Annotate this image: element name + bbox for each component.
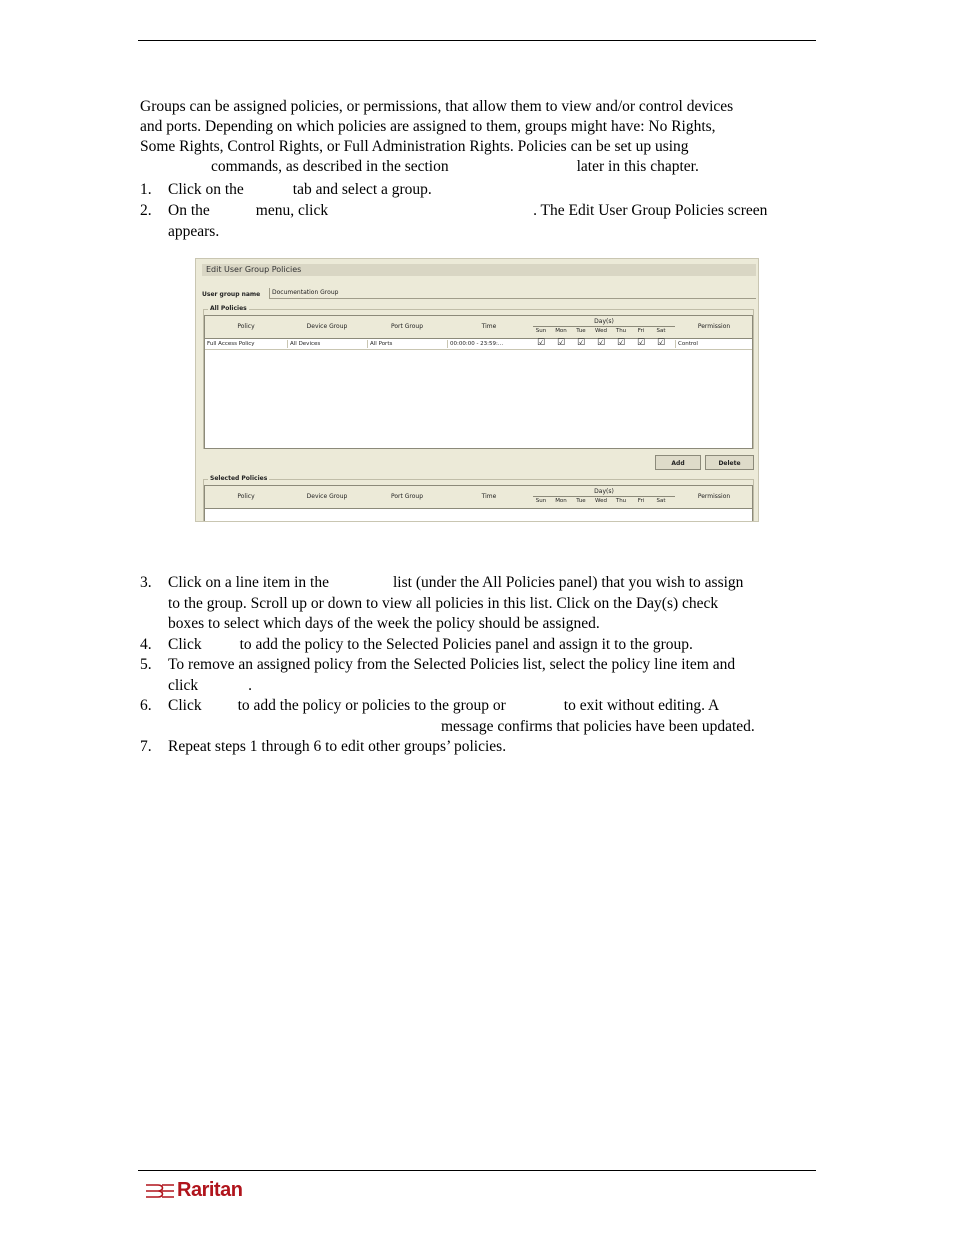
intro-line-4	[140, 157, 813, 177]
col-port-group[interactable]: Port Group	[390, 323, 424, 330]
col-time[interactable]: Time	[481, 493, 497, 500]
step-number: 2.	[140, 202, 152, 219]
step-1-text-b: tab and select a group.	[292, 181, 432, 198]
all-policies-legend: All Policies	[210, 305, 247, 312]
step-3-text-d: boxes to select which days of the week the policy should be assigned.	[168, 615, 600, 632]
step-5-text-c: .	[248, 676, 252, 694]
day-thu: Thu	[615, 498, 627, 504]
intro-line-4b: later in this chapter.	[576, 158, 699, 175]
raritan-logo-text: Raritan	[177, 1179, 243, 1201]
checkbox-sat[interactable]: ☑	[656, 338, 666, 348]
step-4-text-b: to add the policy to the Selected Policies panel and assign it to the group.	[239, 636, 693, 653]
day-fri: Fri	[637, 328, 645, 334]
step-1-text-a: Click on the	[168, 181, 244, 198]
delete-button[interactable]: Delete	[705, 455, 754, 470]
day-sun: Sun	[535, 328, 547, 334]
intro-paragraph	[140, 97, 813, 177]
table-header	[205, 486, 752, 509]
checkbox-sun[interactable]: ☑	[536, 338, 546, 348]
step-number: 5.	[140, 656, 152, 673]
checkbox-tue[interactable]: ☑	[576, 338, 586, 348]
day-fri: Fri	[637, 498, 645, 504]
step-1	[140, 180, 813, 201]
step-3-text-b: list (under the All Policies panel) that you wish to assign	[393, 574, 744, 591]
day-sat: Sat	[656, 498, 666, 504]
step-number: 4.	[140, 636, 152, 653]
step-6-text-a: Click	[168, 697, 202, 714]
day-sat: Sat	[656, 328, 666, 334]
step-number: 6.	[140, 697, 152, 714]
add-button[interactable]: Add	[655, 455, 701, 470]
day-wed: Wed	[595, 498, 607, 504]
step-number: 3.	[140, 574, 152, 591]
panel-title: Edit User Group Policies	[202, 264, 756, 276]
intro-line-1: Groups can be assigned policies, or permissions, that allow them to view and/or control devices	[140, 98, 734, 115]
col-days: Day(s)	[533, 318, 675, 327]
cell-time: 00:00:00 - 23:59:...	[447, 340, 531, 348]
step-2-text-b: menu, click	[255, 202, 329, 219]
step-2	[140, 201, 813, 243]
intro-line-2: and ports. Depending on which policies are assigned to them, groups might have: No Rights,	[140, 118, 716, 135]
col-port-group[interactable]: Port Group	[390, 493, 424, 500]
step-3	[140, 573, 813, 635]
day-wed: Wed	[595, 328, 607, 334]
step-2-text-d: appears.	[168, 222, 220, 240]
selected-policies-panel	[203, 475, 754, 522]
step-6-text-d: message confirms that policies have been updated.	[441, 717, 755, 735]
step-3-text-a: Click on a line item in the	[168, 574, 329, 591]
day-mon: Mon	[555, 498, 567, 504]
edit-user-group-policies-screenshot	[195, 258, 759, 522]
intro-line-3: Some Rights, Control Rights, or Full Administration Rights. Policies can be set up using	[140, 138, 689, 155]
col-time[interactable]: Time	[481, 323, 497, 330]
day-thu: Thu	[615, 328, 627, 334]
header-rule	[138, 40, 816, 41]
col-permission[interactable]: Permission	[697, 323, 731, 330]
step-6-text-b: to add the policy or policies to the group or	[237, 697, 506, 714]
step-number: 1.	[140, 181, 152, 198]
step-4-text-a: Click	[168, 636, 202, 653]
day-tue: Tue	[576, 498, 586, 504]
step-7-text: Repeat steps 1 through 6 to edit other groups’ policies.	[168, 738, 507, 755]
user-group-name-field[interactable]: Documentation Group	[269, 288, 756, 299]
checkbox-mon[interactable]: ☑	[556, 338, 566, 348]
cell-permission: Control	[675, 340, 753, 348]
cell-policy: Full Access Policy	[207, 341, 255, 347]
checkbox-fri[interactable]: ☑	[636, 338, 646, 348]
day-sun: Sun	[535, 498, 547, 504]
col-policy[interactable]: Policy	[237, 323, 255, 330]
step-6	[140, 696, 813, 738]
step-6-text-c: to exit without editing. A	[563, 697, 720, 714]
step-5-text-a: To remove an assigned policy from the Selected Policies list, select the policy line item and	[168, 656, 736, 673]
selected-policies-legend: Selected Policies	[210, 475, 268, 482]
selected-policies-table	[204, 485, 753, 522]
step-5	[140, 655, 813, 697]
step-7	[140, 737, 813, 758]
table-row[interactable]	[205, 339, 752, 350]
day-tue: Tue	[576, 328, 586, 334]
raritan-logo-mark	[144, 1182, 176, 1200]
cell-port-group: All Ports	[367, 340, 447, 348]
col-policy[interactable]: Policy	[237, 493, 255, 500]
step-3-text-c: to the group. Scroll up or down to view all policies in this list. Click on the Day(s) check	[168, 594, 719, 612]
cell-device-group: All Devices	[287, 340, 367, 348]
footer-rule	[138, 1170, 816, 1171]
step-4	[140, 635, 813, 656]
col-permission[interactable]: Permission	[697, 493, 731, 500]
day-mon: Mon	[555, 328, 567, 334]
user-group-label: User group name	[202, 291, 261, 298]
step-2-text-a: On the	[168, 202, 210, 219]
intro-line-4a: commands, as described in the section	[211, 158, 449, 175]
step-number: 7.	[140, 738, 152, 755]
step-5-text-b: click	[168, 676, 199, 694]
raritan-logo	[144, 1180, 254, 1204]
table-header	[205, 316, 752, 339]
checkbox-thu[interactable]: ☑	[616, 338, 626, 348]
all-policies-panel	[203, 305, 754, 449]
step-2-text-c: . The Edit User Group Policies screen	[533, 202, 768, 219]
col-device-group[interactable]: Device Group	[306, 493, 348, 500]
col-days: Day(s)	[533, 488, 675, 497]
checkbox-wed[interactable]: ☑	[596, 338, 606, 348]
col-device-group[interactable]: Device Group	[306, 323, 348, 330]
all-policies-table	[204, 315, 753, 449]
